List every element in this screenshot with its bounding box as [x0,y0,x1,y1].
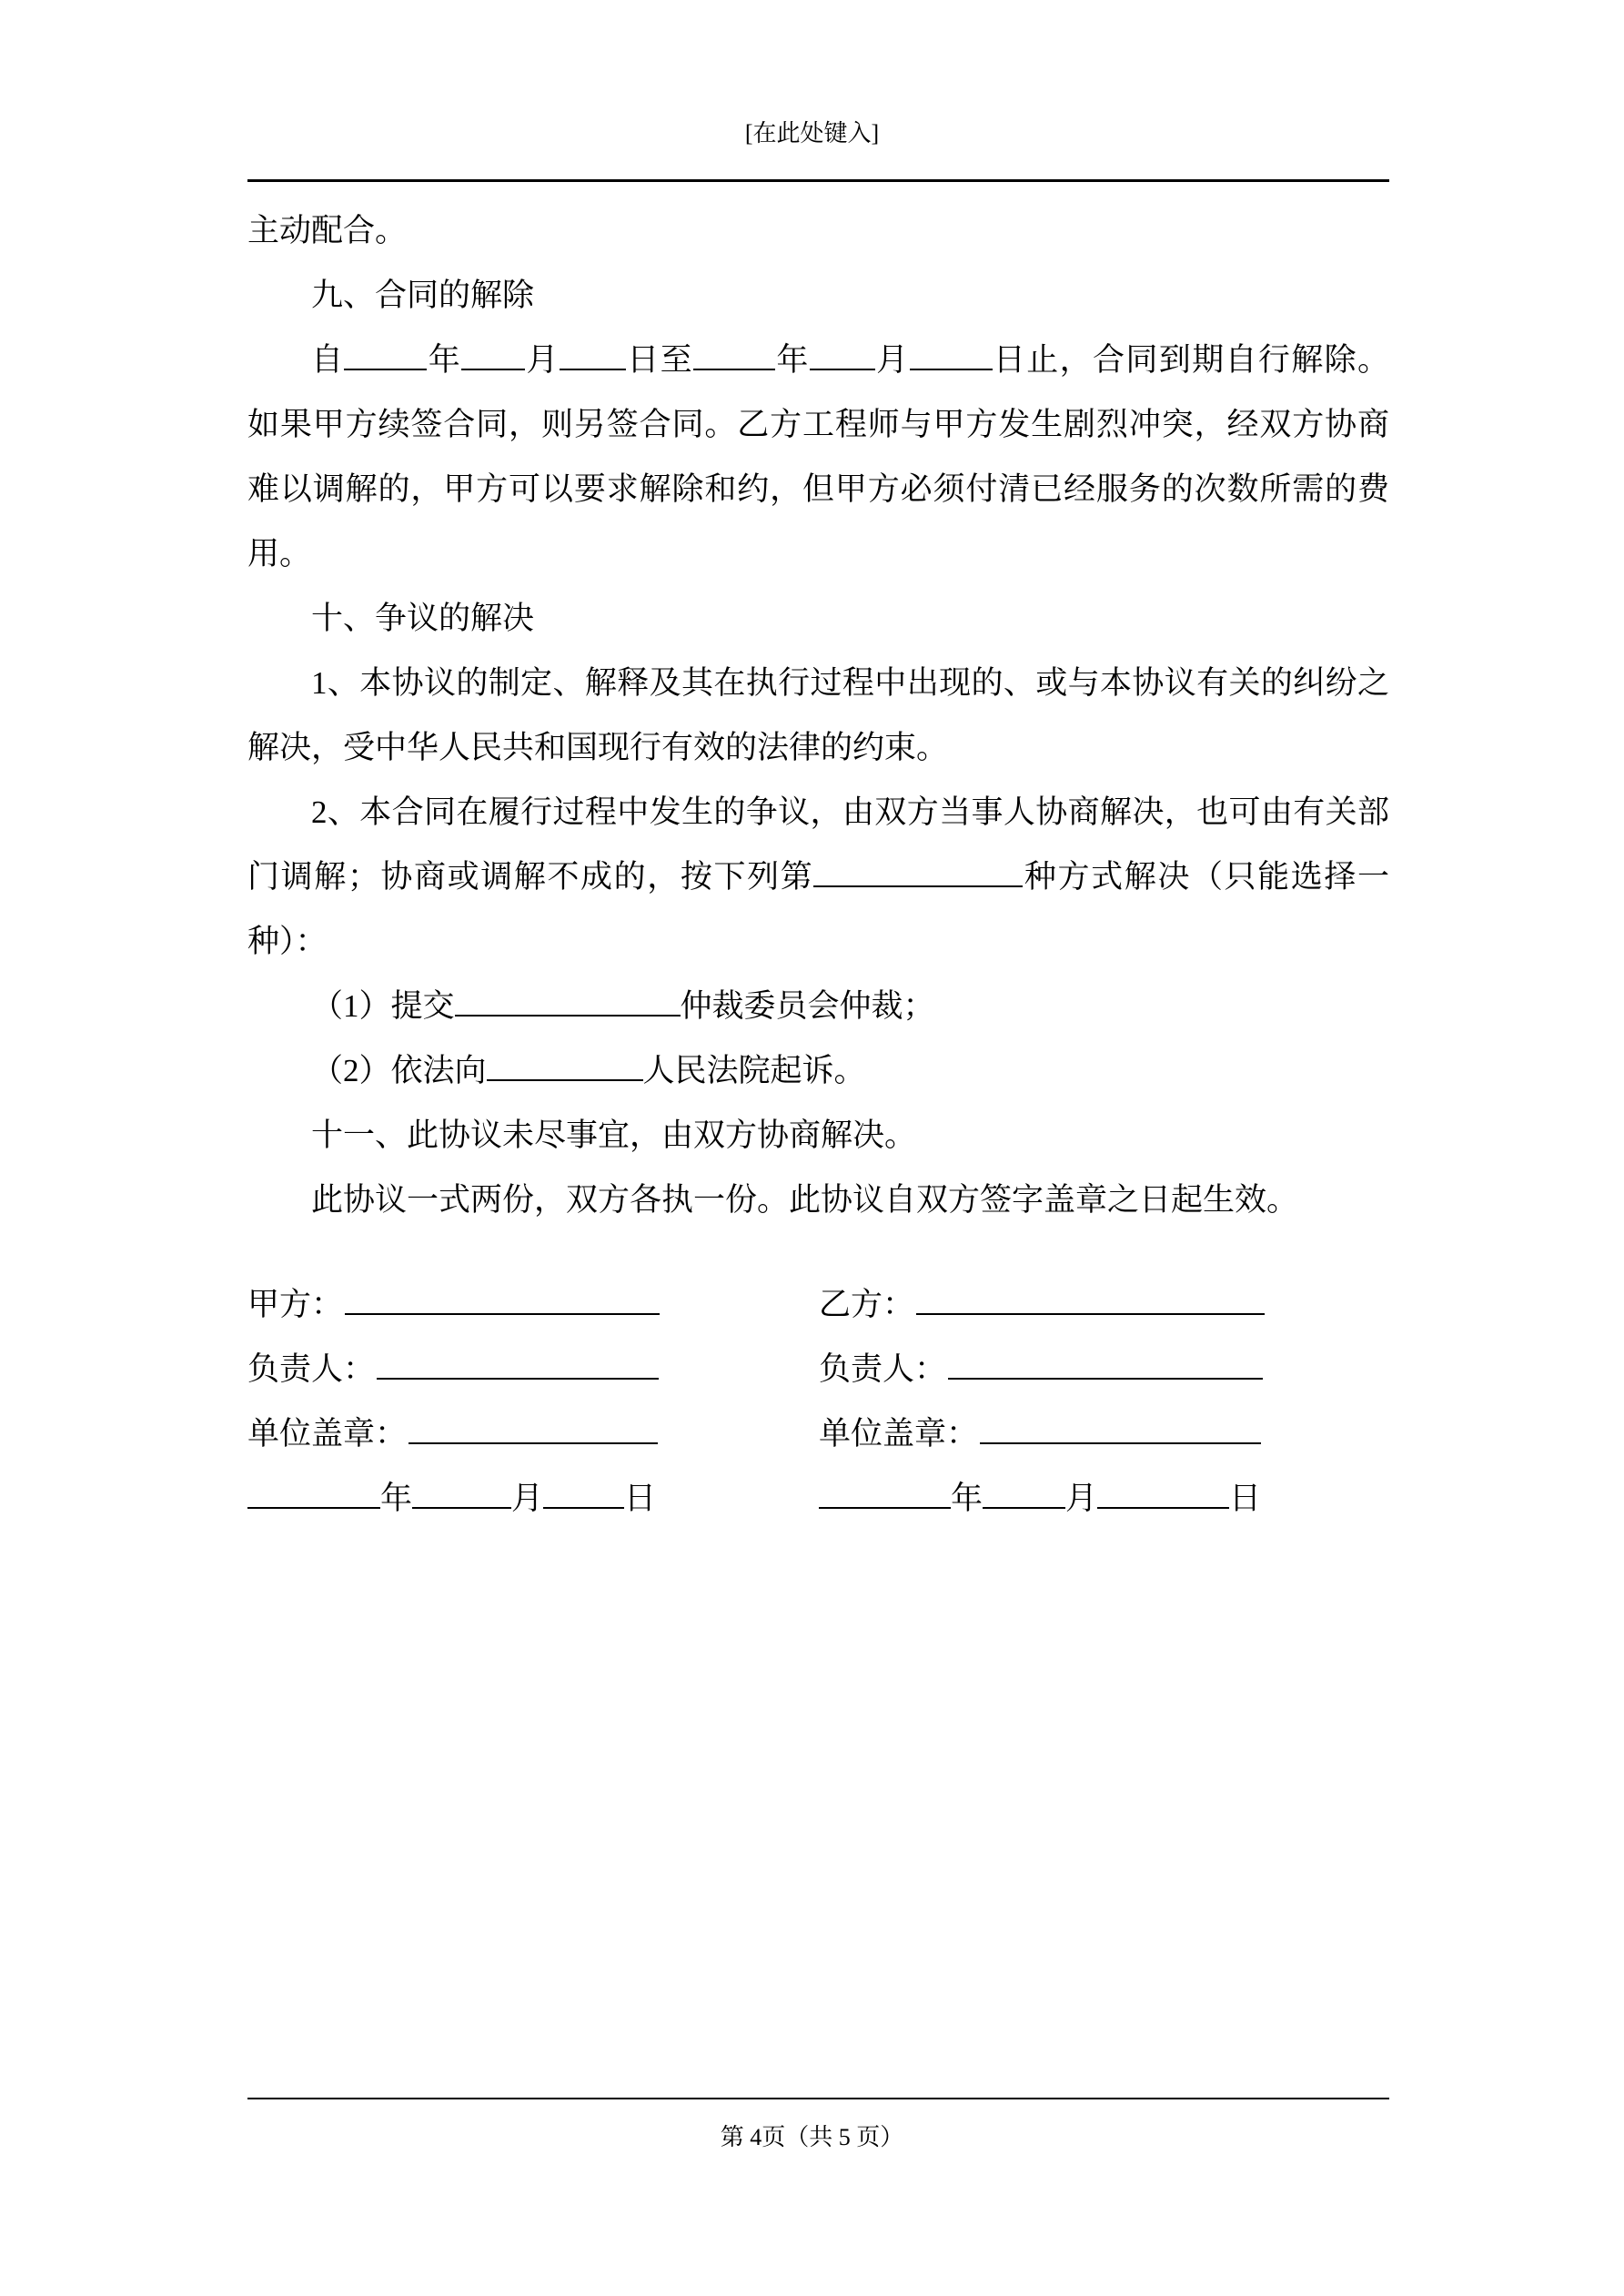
blank-field[interactable] [461,341,525,370]
blank-field[interactable] [487,1052,643,1081]
year-field[interactable] [819,1480,951,1509]
text: 日至 [625,342,693,378]
paragraph-termination [247,328,1389,586]
label: 负责人： [247,1351,376,1387]
text: 人民法院起诉。 [642,1053,866,1088]
section-heading-11: 十一、此协议未尽事宜，由双方协商解决。 [311,1118,917,1153]
text: 月 [874,342,910,378]
text: （2）依法向 [311,1053,487,1088]
party-a-field[interactable] [345,1286,660,1315]
right-party-row [819,1272,1265,1337]
text: 年 [775,342,810,378]
party-b-person-field[interactable] [948,1350,1263,1380]
label: 甲方： [247,1287,344,1322]
label: 月 [511,1481,544,1516]
text: 2、本合同在履行过程中发生的争议，由双方当事人协商解决，也可由有关部门调解；协商或调解不成的，按下列第 [247,794,1389,895]
label: 月 [1065,1481,1098,1516]
header-divider [247,179,1389,182]
section-heading-9: 九、合同的解除 [311,278,535,313]
month-field[interactable] [412,1480,511,1509]
text: 自 [311,342,345,378]
label: 日 [1229,1481,1262,1516]
paragraph: 主动配合。 [247,213,408,248]
label: 年 [951,1481,983,1516]
party-a-seal-field[interactable] [409,1415,658,1444]
option-2 [247,1038,1389,1103]
blank-field[interactable] [344,341,427,370]
blank-field[interactable] [810,341,875,370]
blank-field[interactable] [693,341,775,370]
party-b-seal-field[interactable] [980,1415,1261,1444]
right-person-row [819,1337,1263,1401]
left-party-row [247,1272,660,1337]
left-seal-row [247,1401,658,1466]
blank-field[interactable] [813,858,1023,887]
label: 单位盖章： [247,1416,408,1451]
blank-field[interactable] [910,341,993,370]
right-seal-row [819,1401,1261,1466]
paragraph-10-1: 1、本协议的制定、解释及其在执行过程中出现的、或与本协议有关的纠纷之解决，受中华人民共和国现行有效的法律的约束。 [247,665,1389,765]
text: 月 [525,342,560,378]
text: 日止，合同到期自行解除。如果甲方续签合同，则另签合同。乙方工程师与甲方发生剧烈冲突，经双方协商难以调解的，甲方可以要求解除和约，但甲方必须付清已经服务的次数所需的费用。 [247,342,1389,571]
paragraph-10-2 [247,780,1389,974]
text: 仲裁委员会仲裁； [680,988,935,1024]
month-field[interactable] [983,1480,1065,1509]
label: 年 [380,1481,413,1516]
day-field[interactable] [543,1480,624,1509]
page-header: [在此处键入] [744,120,880,147]
text: 种方式解决（只能选择一种）： [247,859,1389,959]
label: 单位盖章： [819,1416,979,1451]
option-1 [247,974,1389,1038]
label: 乙方： [819,1287,915,1322]
day-field[interactable] [1097,1480,1229,1509]
document-body [247,198,1389,1232]
party-a-person-field[interactable] [377,1350,659,1380]
text: （1）提交 [311,988,455,1024]
blank-field[interactable] [560,341,626,370]
right-date-row [819,1466,1261,1531]
left-date-row [247,1466,656,1531]
year-field[interactable] [247,1480,380,1509]
text: 年 [427,342,462,378]
party-b-field[interactable] [916,1286,1265,1315]
label: 负责人： [819,1351,947,1387]
page-footer: 第 4页（共 5 页） [720,2124,904,2150]
blank-field[interactable] [455,987,681,1017]
left-person-row [247,1337,659,1401]
footer-divider [247,2098,1389,2099]
section-heading-10: 十、争议的解决 [311,601,535,636]
paragraph-closing: 此协议一式两份，双方各执一份。此协议自双方签字盖章之日起生效。 [311,1182,1299,1218]
label: 日 [624,1481,657,1516]
